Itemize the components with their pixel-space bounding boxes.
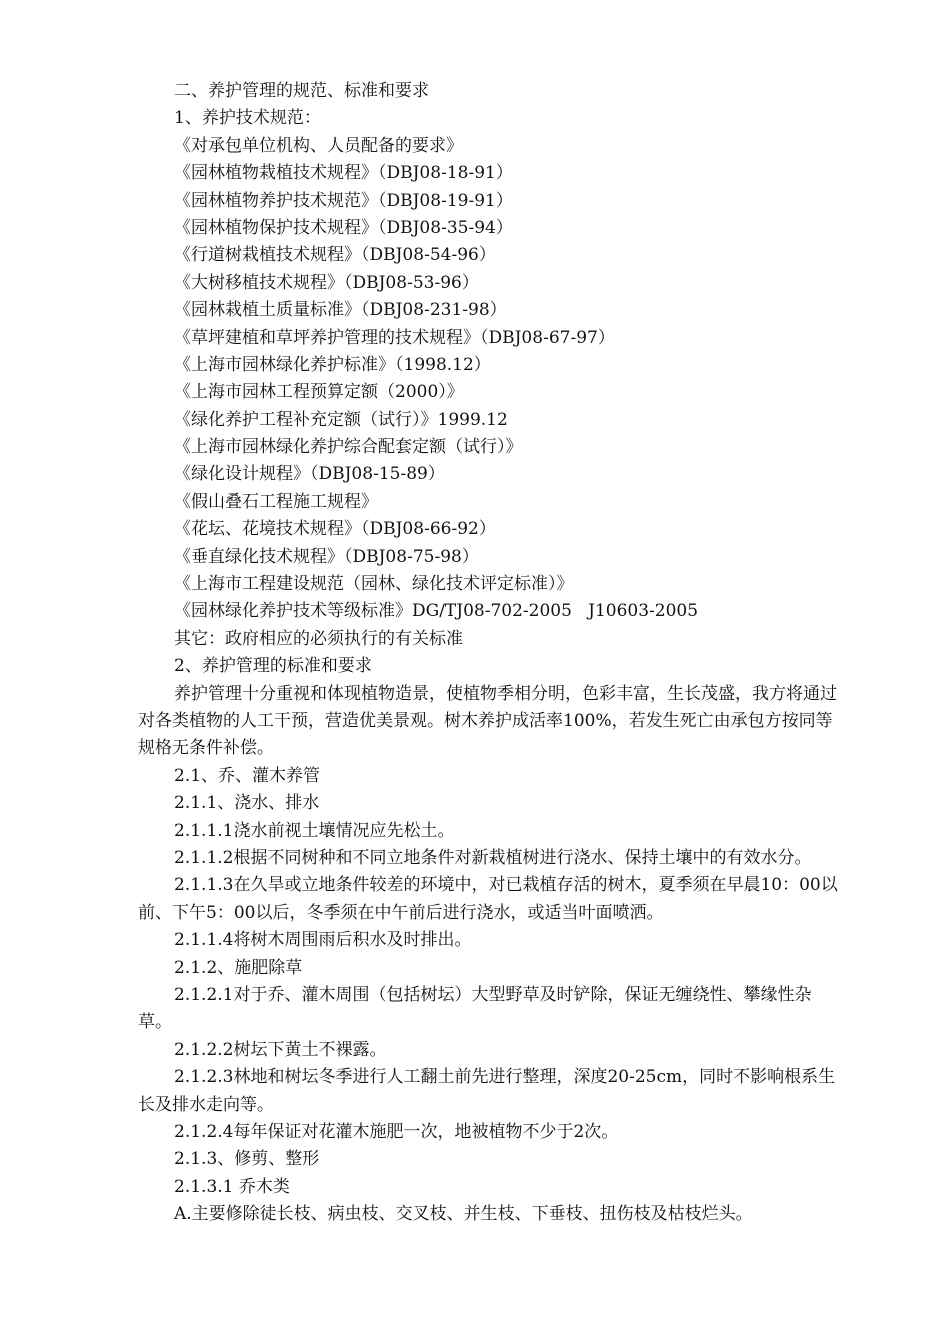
standard-item: 《上海市园林工程预算定额（2000）》: [174, 382, 464, 403]
standard-item: 《行道树栽植技术规程》（DBJ08-54-96）: [174, 245, 496, 266]
standard-item: 《园林植物保护技术规程》（DBJ08-35-94）: [174, 217, 513, 238]
subsection-title: 1、养护技术规范：: [174, 108, 321, 129]
heading-2-1-2: 2.1.2、施肥除草: [174, 957, 303, 978]
section-title: 二、养护管理的规范、标准和要求: [174, 81, 429, 101]
heading-2-1-3: 2.1.3、修剪、整形: [174, 1149, 320, 1170]
standard-item: 《上海市工程建设规范（园林、绿化技术评定标准）》: [174, 574, 574, 595]
heading-2-1: 2.1、乔、灌木养管: [174, 765, 321, 786]
standard-item: 《绿化设计规程》（DBJ08-15-89）: [174, 464, 445, 485]
intro-paragraph: 养护管理十分重视和体现植物造景，使植物季相分明，色彩丰富，生长茂盛，我方将通过对各类植物的人工干预，营造优美景观。树木养护成活率100%，若发生死亡由承包方按同等规格无条件补偿。: [138, 683, 837, 759]
standard-item: 《园林植物栽植技术规程》（DBJ08-18-91）: [174, 163, 513, 184]
item-a: A.主要修除徒长枝、病虫枝、交叉枝、并生枝、下垂枝、扭伤枝及枯枝烂头。: [174, 1204, 753, 1225]
heading-2-1-3-1: 2.1.3.1 乔木类: [174, 1176, 290, 1197]
subsection-title: 2、养护管理的标准和要求: [174, 656, 372, 677]
standard-item: 《园林绿化养护技术等级标准》DG/TJ08-702-2005 J10603-2005: [174, 601, 699, 622]
standard-item: 《上海市园林绿化养护标准》（1998.12）: [174, 354, 491, 375]
standard-item: 《园林植物养护技术规范》（DBJ08-19-91）: [174, 190, 513, 211]
paragraph-2-1-2-3: 2.1.2.3林地和树坛冬季进行人工翻土前先进行整理，深度20-25cm，同时不影响根系生长及排水走向等。: [138, 1067, 836, 1115]
standard-item: 《假山叠石工程施工规程》: [174, 491, 378, 512]
paragraph-2-1-2-2: 2.1.2.2树坛下黄土不裸露。: [174, 1039, 387, 1060]
standard-item: 《大树移植技术规程》（DBJ08-53-96）: [174, 272, 479, 293]
standard-item: 《花坛、花境技术规程》（DBJ08-66-92）: [174, 519, 496, 540]
paragraph-2-1-1-2: 2.1.1.2根据不同树种和不同立地条件对新栽植树进行浇水、保持土壤中的有效水分。: [174, 847, 812, 868]
paragraph-2-1-1-3: 2.1.1.3在久旱或立地条件较差的环境中，对已栽植存活的树木，夏季须在早晨10：00以前、下午5：00以后，冬季须在中午前后进行浇水，或适当叶面喷洒。: [138, 875, 838, 923]
document-body: [138, 78, 838, 1229]
paragraph-2-1-1-1: 2.1.1.1浇水前视土壤情况应先松土。: [174, 820, 455, 841]
other-standards: 其它：政府相应的必须执行的有关标准: [174, 628, 463, 649]
standard-item: 《垂直绿化技术规程》（DBJ08-75-98）: [174, 546, 479, 567]
standard-item: 《对承包单位机构、人员配备的要求》: [174, 135, 463, 156]
standard-item: 《绿化养护工程补充定额（试行）》1999.12: [174, 409, 508, 430]
paragraph-2-1-2-1: 2.1.2.1对于乔、灌木周围（包括树坛）大型野草及时铲除，保证无缠绕性、攀缘性杂草。: [138, 984, 812, 1033]
standard-item: 《草坪建植和草坪养护管理的技术规程》（DBJ08-67-97）: [174, 327, 615, 348]
paragraph-2-1-2-4: 2.1.2.4每年保证对花灌木施肥一次，地被植物不少于2次。: [174, 1122, 619, 1142]
paragraph-2-1-1-4: 2.1.1.4将树木周围雨后积水及时排出。: [174, 930, 472, 951]
heading-2-1-1: 2.1.1、浇水、排水: [174, 793, 320, 814]
standard-item: 《上海市园林绿化养护综合配套定额（试行）》: [174, 437, 523, 458]
standard-item: 《园林栽植土质量标准》（DBJ08-231-98）: [174, 300, 507, 321]
